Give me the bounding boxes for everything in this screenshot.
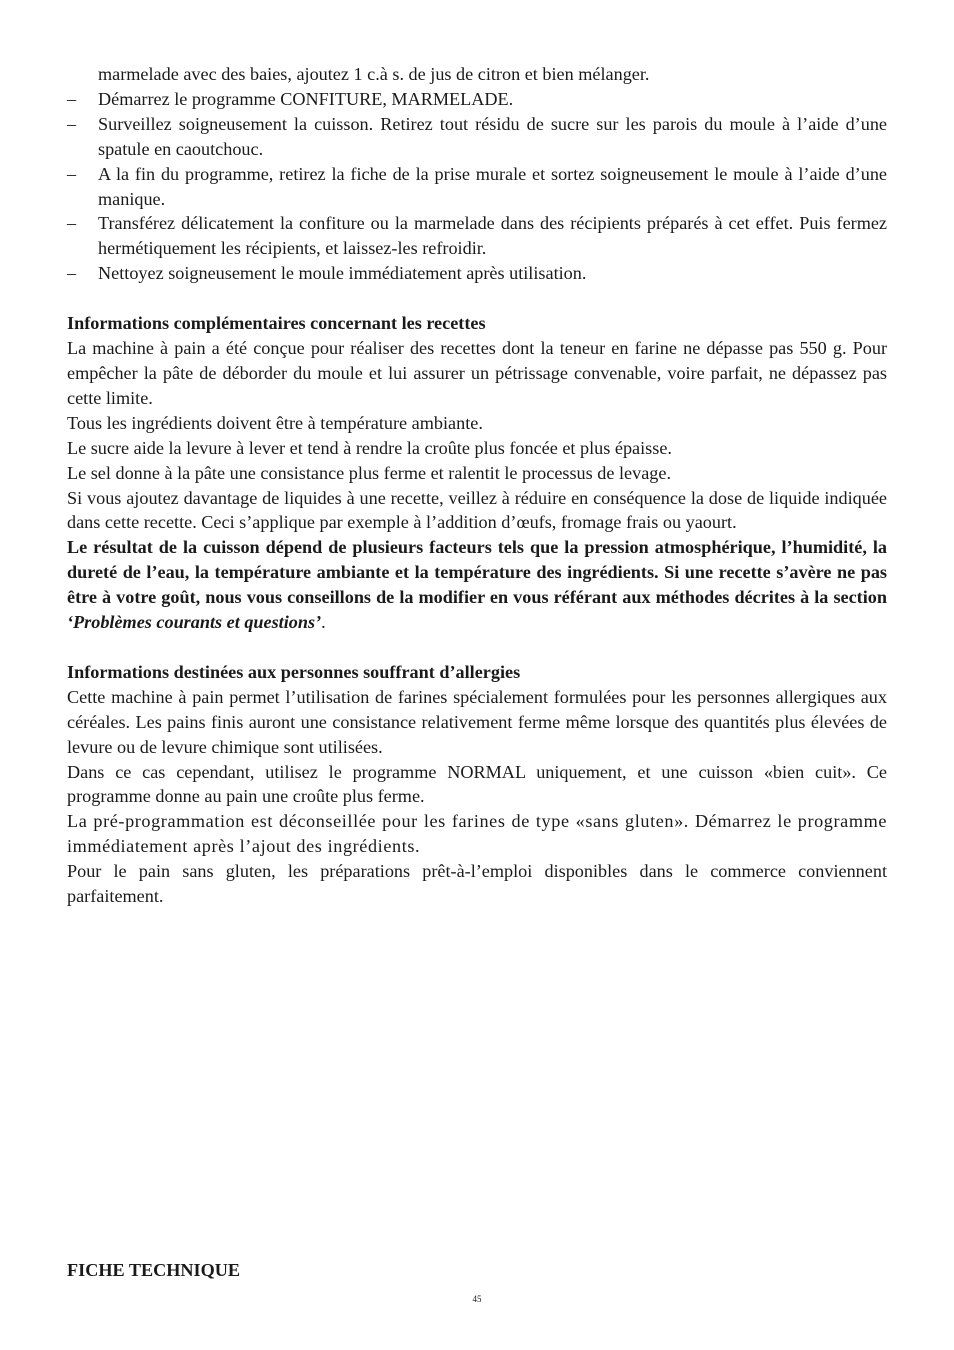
list-item-text: Surveillez soigneusement la cuisson. Retirez tout résidu de sucre sur les parois du moule à l’aide d’une spatule en caoutchouc. — [98, 113, 887, 159]
section-heading-allergies: Informations destinées aux personnes souffrant d’allergies — [67, 661, 521, 682]
list-item — [67, 211, 887, 261]
paragraph: Cette machine à pain permet l’utilisation de farines spécialement formulées pour les personnes allergiques aux céréales. Les pains finis auront une consistance relativement ferme même lorsque des quantités plus élevées de levure ou de levure chimique sont utilisées. — [67, 686, 887, 757]
list-item-text: Transférez délicatement la confiture ou la marmelade dans des récipients préparés à cet effet. Puis fermez hermétiquement les récipients, et laissez-les refroidir. — [98, 213, 887, 259]
list-item — [67, 162, 887, 212]
paragraph: Si vous ajoutez davantage de liquides à une recette, veillez à réduire en conséquence la dose de liquide indiquée dans cette recette. Ceci s’applique par exemple à l’addition d’œufs, fromage frais ou yaourt. — [67, 487, 887, 533]
instruction-list — [67, 87, 887, 286]
paragraph: La machine à pain a été conçue pour réaliser des recettes dont la teneur en farine ne dépasse pas 550 g. Pour empêcher la pâte de déborder du moule et lui assurer un pétrissage convenable, voire parfait, ne dépassez pas cette limite. — [67, 338, 887, 408]
paragraph: Pour le pain sans gluten, les préparations prêt-à-l’emploi disponibles dans le commerce conviennent parfaitement. — [67, 861, 887, 907]
list-item — [67, 261, 887, 286]
list-item — [67, 112, 887, 162]
bold-notice-text: Le résultat de la cuisson dépend de plusieurs facteurs tels que la pression atmosphérique, l’humidité, la dureté de l’eau, la température ambiante et la température des ingrédients. Si une recette s’avère ne pas être à votre goût, nous vous conseillons de la modifier en vous référant aux méthodes décrites à la section — [67, 537, 887, 608]
list-item-text: Nettoyez soigneusement le moule immédiatement après utilisation. — [98, 263, 587, 284]
paragraph: Le sel donne à la pâte une consistance plus ferme et ralentit le processus de levage. — [67, 462, 671, 483]
paragraph: Tous les ingrédients doivent être à température ambiante. — [67, 412, 483, 433]
list-item-text: A la fin du programme, retirez la fiche de la prise murale et sortez soigneusement le moule à l’aide d’une manique. — [98, 163, 887, 209]
paragraph: La pré-programmation est déconseillée pour les farines de type «sans gluten». Démarrez le programme immédiatement après l’ajout des ingrédients. — [67, 811, 887, 857]
section-reference: ‘Problèmes courants et questions’ — [67, 612, 322, 633]
spacer — [67, 635, 887, 660]
paragraph: Dans ce cas cependant, utilisez le programme NORMAL uniquement, et une cuisson «bien cuit». Ce programme donne au pain une croûte plus ferme. — [67, 761, 887, 807]
page-number: 45 — [472, 1294, 482, 1304]
dash-marker: – — [67, 213, 77, 234]
intro-continuation: marmelade avec des baies, ajoutez 1 c.à s. de jus de citron et bien mélanger. — [98, 64, 650, 84]
bold-notice-tail: . — [321, 612, 326, 633]
dash-marker: – — [67, 88, 77, 109]
dash-marker: – — [67, 163, 77, 184]
dash-marker: – — [67, 263, 77, 284]
fiche-technique-title: FICHE TECHNIQUE — [67, 1260, 240, 1280]
page-body — [67, 62, 887, 909]
list-item-text: Démarrez le programme CONFITURE, MARMELADE. — [98, 88, 514, 109]
paragraph: Le sucre aide la levure à lever et tend à rendre la croûte plus foncée et plus épaisse. — [67, 437, 672, 458]
dash-marker: – — [67, 113, 77, 134]
section-heading-recipes: Informations complémentaires concernant les recettes — [67, 313, 486, 334]
list-item — [67, 87, 887, 112]
bold-notice — [67, 535, 887, 635]
spacer — [67, 286, 887, 311]
